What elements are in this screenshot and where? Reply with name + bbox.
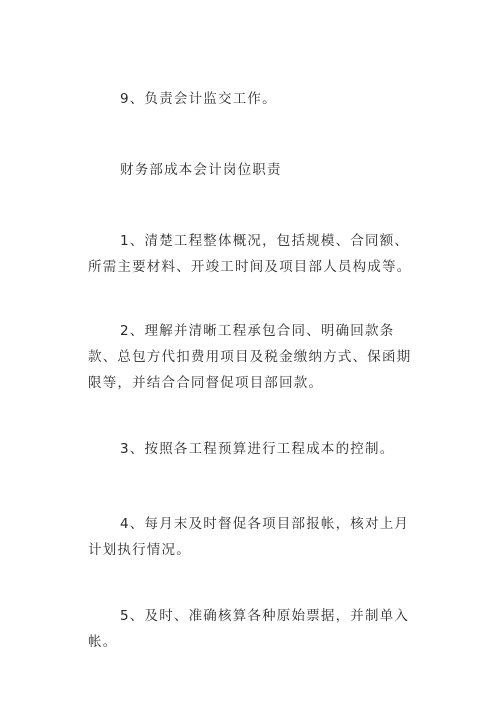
duty-item-4: 4、每月末及时督促各项目部报帐，核对上月计划执行情况。 xyxy=(88,516,410,558)
duty-item-9: 9、负责会计监交工作。 xyxy=(120,91,277,107)
section-title: 财务部成本会计岗位职责 xyxy=(120,162,282,178)
duty-item-1: 1、清楚工程整体概况，包括规模、合同额、所需主要材料、开竣工时间及项目部人员构成等。 xyxy=(88,233,412,275)
duty-item-2: 2、理解并清晰工程承包合同、明确回款条款、总包方代扣费用项目及税金缴纳方式、保函期限等，并结合合同督促项目部回款。 xyxy=(88,323,412,391)
duty-item-5: 5、及时、准确核算各种原始票据，并制单入帐。 xyxy=(88,608,410,650)
duty-item-3: 3、按照各工程预算进行工程成本的控制。 xyxy=(120,441,395,457)
